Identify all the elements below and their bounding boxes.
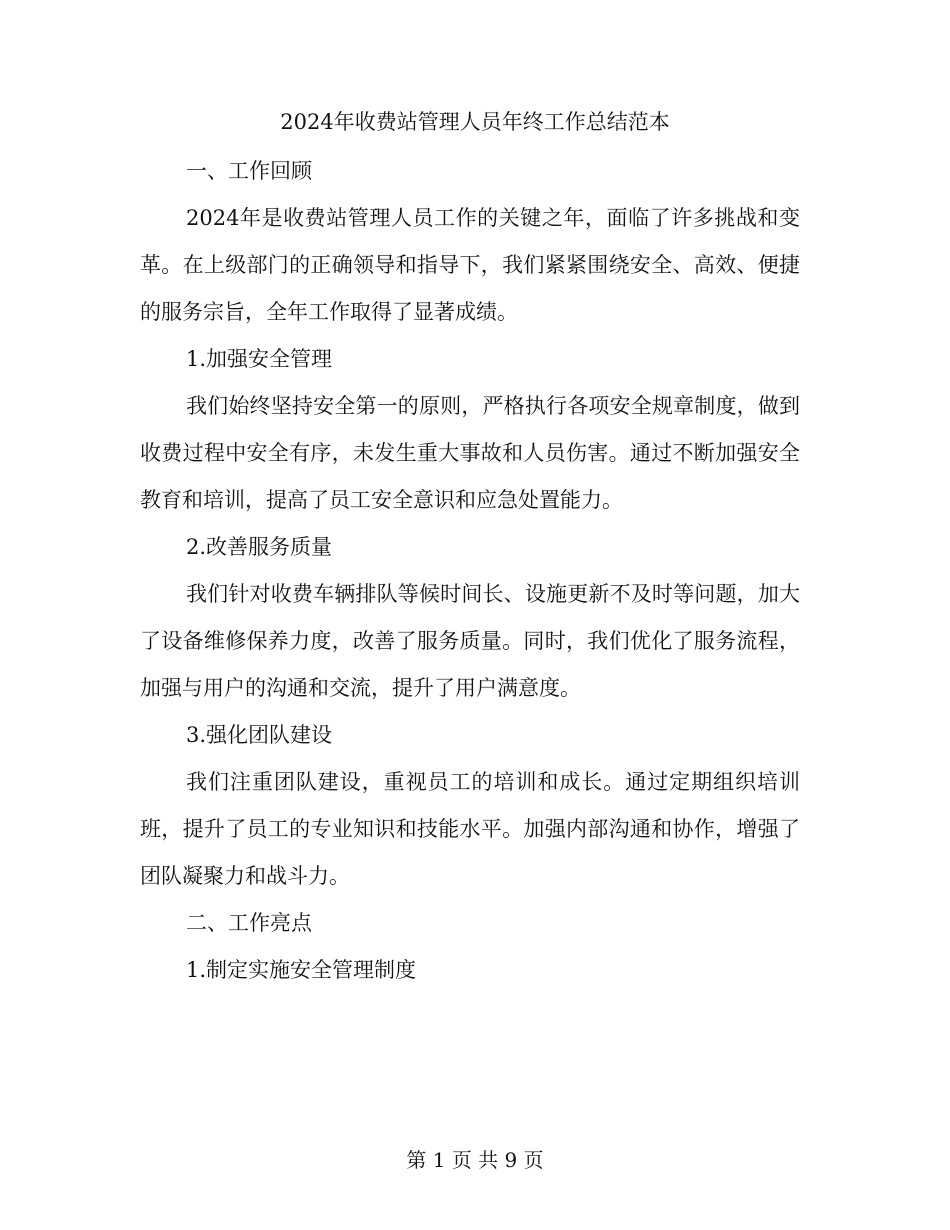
subheading-safety-management: 1.加强安全管理: [186, 347, 333, 371]
paragraph-team-building: 我们注重团队建设，重视员工的培训和成长。通过定期组织培训班，提升了员工的专业知识和技能水平。加强内部沟通和协作，增强了团队凝聚力和战斗力。: [140, 770, 800, 888]
subheading-safety-system: 1.制定实施安全管理制度: [186, 958, 417, 982]
paragraph-work-review: 2024年是收费站管理人员工作的关键之年，面临了许多挑战和变革。在上级部门的正确领导和指导下，我们紧紧围绕安全、高效、便捷的服务宗旨，全年工作取得了显著成绩。: [140, 206, 800, 324]
page-number-footer: 第 1 页 共 9 页: [406, 1148, 544, 1172]
paragraph-safety-management: 我们始终坚持安全第一的原则，严格执行各项安全规章制度，做到收费过程中安全有序，未发生重大事故和人员伤害。通过不断加强安全教育和培训，提高了员工安全意识和应急处置能力。: [140, 394, 800, 512]
section-heading-work-review: 一、工作回顾: [186, 159, 312, 183]
paragraph-service-quality: 我们针对收费车辆排队等候时间长、设施更新不及时等问题，加大了设备维修保养力度，改善了服务质量。同时，我们优化了服务流程，加强与用户的沟通和交流，提升了用户满意度。: [140, 582, 800, 700]
document-body: [140, 148, 800, 994]
document-title: 2024年收费站管理人员年终工作总结范本: [280, 110, 670, 134]
section-heading-highlights: 二、工作亮点: [186, 911, 312, 935]
subheading-service-quality: 2.改善服务质量: [186, 535, 333, 559]
subheading-team-building: 3.强化团队建设: [186, 723, 333, 747]
